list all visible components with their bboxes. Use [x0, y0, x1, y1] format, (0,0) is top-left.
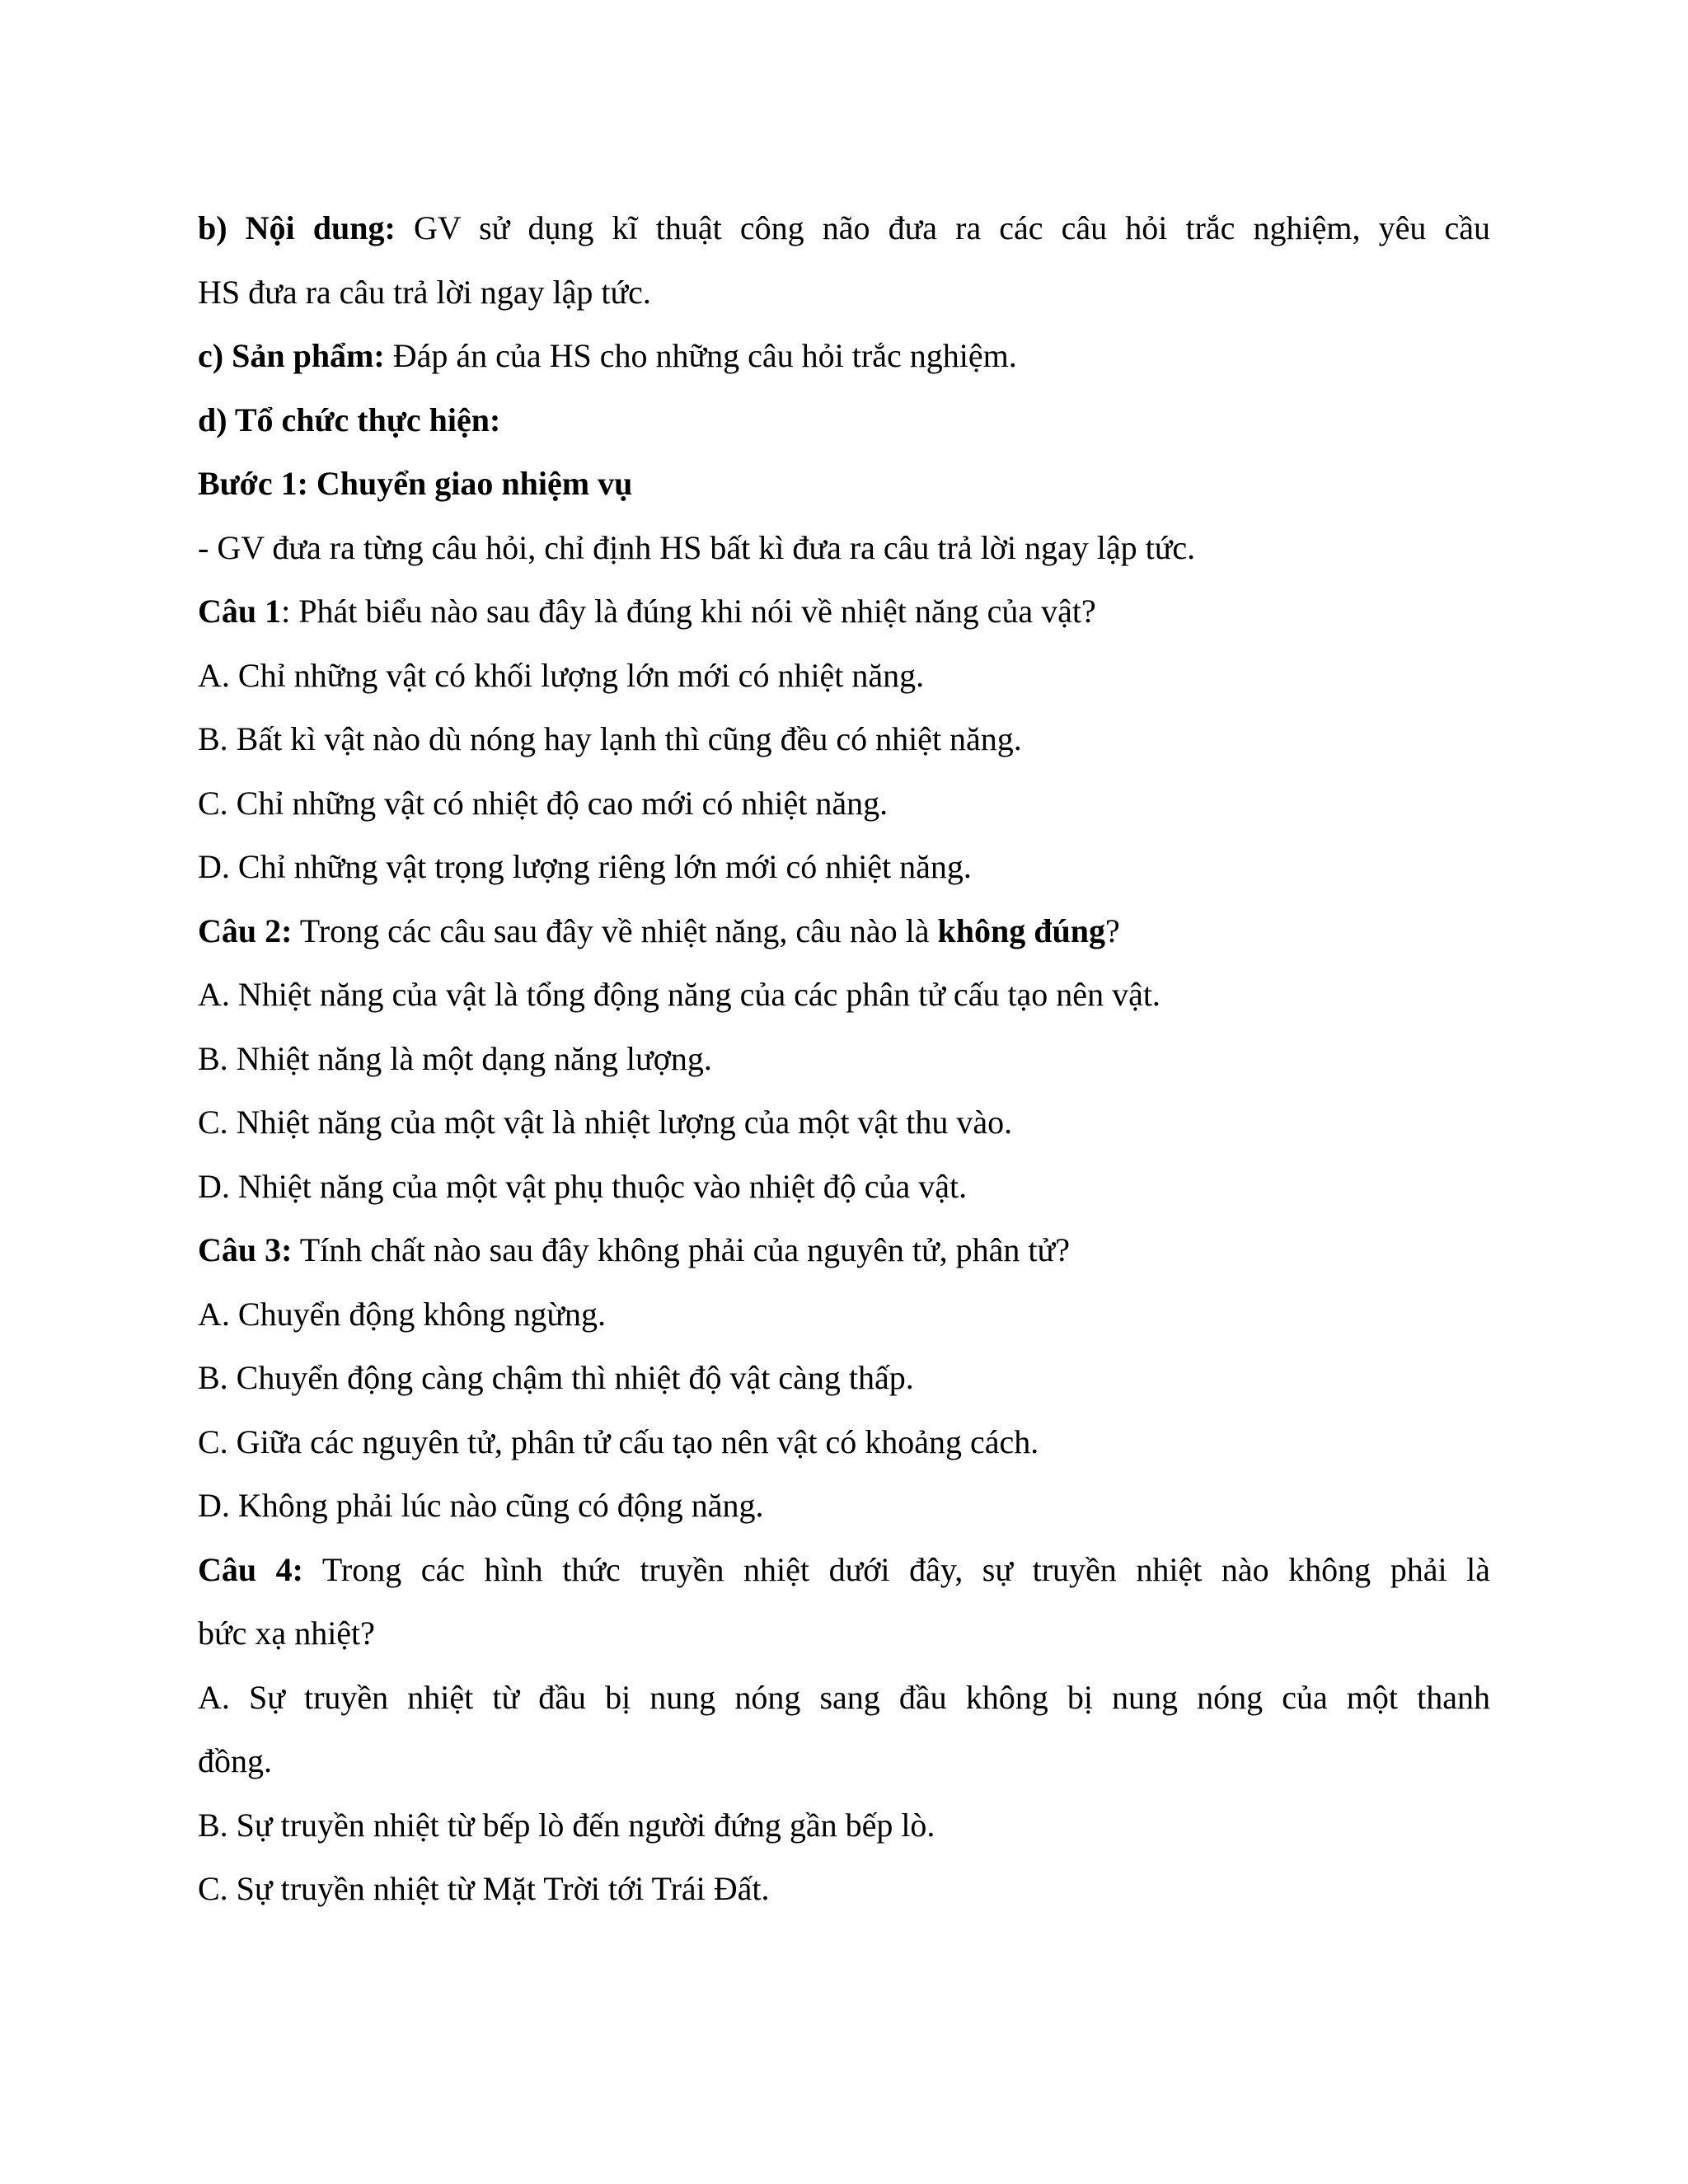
question-4-option-c: C. Sự truyền nhiệt từ Mặt Trời tới Trái Đất.	[198, 1870, 770, 1907]
question-3-option-d: D. Không phải lúc nào cũng có động năng.	[198, 1487, 764, 1524]
question-2-option-b: B. Nhiệt năng là một dạng năng lượng.	[198, 1039, 712, 1077]
question-3-option-b: B. Chuyển động càng chậm thì nhiệt độ vật càng thấp.	[198, 1359, 914, 1396]
question-1-option-b: B. Bất kì vật nào dù nóng hay lạnh thì cũng đều có nhiệt năng.	[198, 720, 1022, 757]
question-1-option-a: A. Chỉ những vật có khối lượng lớn mới có nhiệt năng.	[198, 656, 925, 694]
question-2-option-c: C. Nhiệt năng của một vật là nhiệt lượng của một vật thu vào.	[198, 1104, 1013, 1141]
content-heading	[198, 196, 1490, 260]
question-4-continuation: bức xạ nhiệt?	[198, 1615, 375, 1652]
question-3-label: Câu 3:	[198, 1231, 293, 1268]
question-1-option-c: C. Chỉ những vật có nhiệt độ cao mới có nhiệt năng.	[198, 784, 889, 822]
organize-heading	[198, 388, 1490, 452]
question-2-option-a: A. Nhiệt năng của vật là tổng động năng của các phân tử cấu tạo nên vật.	[198, 976, 1160, 1013]
content-heading-label: b) Nội dung:	[198, 209, 396, 246]
question-1-label: Câu 1	[198, 593, 282, 630]
question-2-label: Câu 2:	[198, 912, 293, 949]
document-body	[198, 196, 1490, 1921]
question-2-emphasis: không đúng	[937, 912, 1106, 949]
question-2-text-end: ?	[1105, 912, 1120, 949]
question-2	[198, 899, 1490, 963]
step1-text: - GV đưa ra từng câu hỏi, chỉ định HS bất kì đưa ra câu trả lời ngay lập tức.	[198, 528, 1196, 566]
product-heading-text: Đáp án của HS cho những câu hỏi trắc nghiệm.	[384, 337, 1017, 374]
question-4-label: Câu 4:	[198, 1550, 304, 1588]
question-4-text: Trong các hình thức truyền nhiệt dưới đây, sự truyền nhiệt nào không phải là	[303, 1550, 1491, 1588]
product-heading	[198, 324, 1490, 388]
question-2-text: Trong các câu sau đây về nhiệt năng, câu nào là	[292, 912, 938, 949]
step1-heading	[198, 452, 1490, 516]
question-4-option-b: B. Sự truyền nhiệt từ bếp lò đến người đứng gần bếp lò.	[198, 1806, 935, 1844]
question-3-option-c: C. Giữa các nguyên tử, phân tử cấu tạo nên vật có khoảng cách.	[198, 1422, 1039, 1460]
question-3	[198, 1218, 1490, 1282]
question-3-text: Tính chất nào sau đây không phải của nguyên tử, phân tử?	[292, 1231, 1070, 1268]
question-1-text: : Phát biểu nào sau đây là đúng khi nói về nhiệt năng của vật?	[281, 593, 1096, 630]
question-4	[198, 1538, 1490, 1602]
question-2-option-d: D. Nhiệt năng của một vật phụ thuộc vào nhiệt độ của vật.	[198, 1167, 968, 1205]
organize-heading-label: d) Tổ chức thực hiện:	[198, 401, 501, 438]
question-1-option-d: D. Chỉ những vật trọng lượng riêng lớn mới có nhiệt năng.	[198, 848, 972, 885]
question-1	[198, 579, 1490, 644]
product-heading-label: c) Sản phẩm:	[198, 337, 385, 374]
question-4-option-a-continuation: đồng.	[198, 1742, 272, 1779]
content-heading-text: GV sử dụng kĩ thuật công não đưa ra các câu hỏi trắc nghiệm, yêu cầu	[395, 209, 1490, 246]
question-3-option-a: A. Chuyển động không ngừng.	[198, 1295, 606, 1333]
content-heading-continuation: HS đưa ra câu trả lời ngay lập tức.	[198, 273, 651, 311]
question-4-option-a: A. Sự truyền nhiệt từ đầu bị nung nóng sang đầu không bị nung nóng của một thanh	[198, 1678, 1490, 1716]
step1-heading-label: Bước 1: Chuyển giao nhiệm vụ	[198, 465, 633, 502]
